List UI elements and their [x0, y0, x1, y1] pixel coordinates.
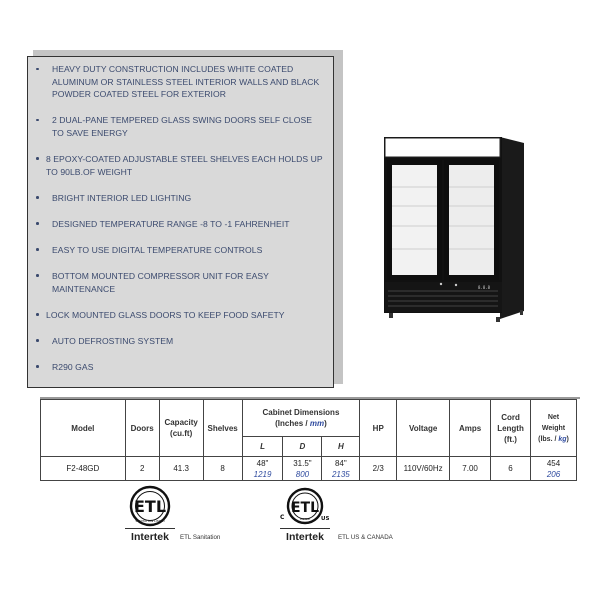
- svg-text:SANITATION LISTED: SANITATION LISTED: [135, 519, 165, 523]
- cell-hp: 2/3: [360, 457, 397, 481]
- cell-voltage: 110V/60Hz: [397, 457, 450, 481]
- cell-height: [322, 457, 360, 481]
- cell-weight-lbs: 454: [546, 458, 561, 468]
- feature-item: R290 GAS: [28, 361, 333, 374]
- header-cabinet-unit-close: ): [324, 419, 327, 428]
- cell-capacity: 41.3: [159, 457, 203, 481]
- feature-list: [28, 57, 333, 373]
- header-capacity-unit: (cu.ft): [170, 429, 193, 438]
- header-net-unit-close: ): [566, 435, 569, 443]
- cell-length: [242, 457, 283, 481]
- feature-item: HEAVY DUTY CONSTRUCTION INCLUDES WHITE COATED ALUMINUM OR STAINLESS STEEL INTERIOR WALLS AND BLACK POWDER COATED STEEL FOR EXTERIOR: [28, 63, 333, 101]
- header-shelves: Shelves: [203, 400, 242, 457]
- feature-item: BRIGHT INTERIOR LED LIGHTING: [28, 192, 333, 205]
- feature-item: AUTO DEFROSTING SYSTEM: [28, 335, 333, 348]
- header-model: Model: [41, 400, 126, 457]
- table-header-row: [41, 400, 577, 437]
- header-voltage: Voltage: [397, 400, 450, 457]
- features-panel: [27, 56, 334, 388]
- cell-model: F2-48GD: [41, 457, 126, 481]
- etl-sanitation-caption: ETL Sanitation: [180, 534, 221, 541]
- cell-weight-kg: 206: [546, 469, 561, 479]
- etl-us-canada-logo: [277, 485, 333, 547]
- svg-text:8.8.8: 8.8.8: [478, 285, 491, 290]
- etl-us-canada-caption: ETL US & CANADA: [338, 534, 393, 541]
- feature-item: 8 EPOXY-COATED ADJUSTABLE STEEL SHELVES EACH HOLDS UP TO 90LB.OF WEIGHT: [28, 153, 333, 178]
- cell-length-mm: 1219: [253, 469, 272, 479]
- header-cord-length: [491, 400, 531, 457]
- header-height: H: [322, 437, 360, 457]
- table-row: [41, 457, 577, 481]
- cell-doors: 2: [125, 457, 159, 481]
- feature-item: BOTTOM MOUNTED COMPRESSOR UNIT FOR EASY MAINTENANCE: [28, 270, 333, 295]
- feature-item: EASY TO USE DIGITAL TEMPERATURE CONTROLS: [28, 244, 333, 257]
- svg-text:ETL: ETL: [133, 497, 167, 516]
- header-hp: HP: [360, 400, 397, 457]
- cell-depth-mm: 800: [295, 469, 310, 479]
- header-depth: D: [283, 437, 322, 457]
- header-net-label-2: Weight: [541, 424, 566, 432]
- cell-amps: 7.00: [450, 457, 491, 481]
- header-capacity: [159, 400, 203, 457]
- refrigerator-product-image: [378, 133, 528, 323]
- intertek-brand: Intertek: [286, 531, 324, 543]
- header-amps: Amps: [450, 400, 491, 457]
- header-capacity-label: Capacity: [164, 418, 198, 427]
- logo-divider: [280, 528, 330, 529]
- feature-item: DESIGNED TEMPERATURE RANGE -8 TO -1 FAHRENHEIT: [28, 218, 333, 231]
- header-doors: Doors: [125, 400, 159, 457]
- svg-text:US: US: [321, 516, 330, 522]
- header-net-unit-lbs: (lbs. /: [538, 435, 559, 443]
- logo-divider: [125, 528, 175, 529]
- header-net-unit-kg: kg: [558, 435, 567, 443]
- header-net-weight: [531, 400, 577, 457]
- spec-table: [40, 399, 577, 481]
- header-cord-label-1: Cord: [501, 412, 520, 422]
- cell-weight: [531, 457, 577, 481]
- header-cord-unit: (ft.): [504, 434, 517, 444]
- cell-depth: [283, 457, 322, 481]
- header-length: L: [242, 437, 283, 457]
- feature-item: 2 DUAL-PANE TEMPERED GLASS SWING DOORS SELF CLOSE TO SAVE ENERGY: [28, 114, 333, 139]
- header-net-label-1: Net: [547, 413, 560, 421]
- cell-height-mm: 2135: [331, 469, 350, 479]
- cell-shelves: 8: [203, 457, 242, 481]
- header-cabinet-label: Cabinet Dimensions: [262, 408, 340, 417]
- cell-cord: 6: [491, 457, 531, 481]
- header-cabinet-unit-inches: (Inches /: [275, 419, 310, 428]
- cell-depth-inches: 31.5": [293, 458, 312, 468]
- etl-c-us-mark-icon: [277, 485, 333, 529]
- header-cord-label-2: Length: [497, 423, 524, 433]
- etl-mark-icon: [122, 485, 178, 529]
- header-cabinet-dimensions: [242, 400, 360, 437]
- cell-length-inches: 48": [256, 458, 269, 468]
- feature-item: LOCK MOUNTED GLASS DOORS TO KEEP FOOD SAFETY: [28, 309, 333, 322]
- svg-text:ETL: ETL: [290, 500, 320, 516]
- intertek-brand: Intertek: [131, 531, 169, 543]
- header-cabinet-unit-mm: mm: [309, 419, 325, 428]
- cell-height-inches: 84": [334, 458, 347, 468]
- svg-text:LISTED: LISTED: [300, 517, 310, 521]
- svg-text:C: C: [280, 514, 285, 521]
- etl-sanitation-logo: [122, 485, 178, 547]
